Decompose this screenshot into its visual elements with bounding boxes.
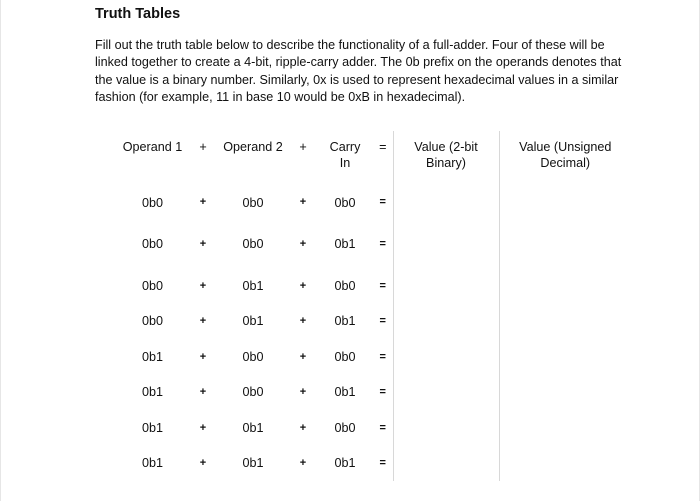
cell-plus: + [199, 315, 207, 328]
cell-operand-1: 0b0 [141, 196, 163, 210]
cell-value-binary[interactable] [393, 446, 499, 482]
header-value-decimal [499, 131, 631, 196]
table-row [116, 304, 631, 340]
truth-table [116, 131, 631, 481]
table-row [116, 446, 631, 482]
intro-line: Fill out the truth table below to describe the functionality of a full-adder. Four of these will be [95, 38, 605, 52]
cell-value-decimal[interactable] [499, 196, 631, 219]
table-row [116, 268, 631, 304]
cell-plus: + [299, 457, 307, 470]
table-row [116, 196, 631, 219]
cell-value-binary[interactable] [393, 304, 499, 340]
cell-plus: + [299, 350, 307, 363]
table-header-row [116, 131, 631, 196]
cell-carry-in: 0b1 [334, 236, 356, 251]
header-operand-1: Operand 1 [122, 140, 183, 154]
cell-value-decimal[interactable] [499, 339, 631, 375]
intro-line: fashion (for example, 11 in base 10 would be 0xB in hexadecimal). [95, 90, 466, 105]
intro-line: linked together to create a 4-bit, ripple-carry adder. The 0b prefix on the operands denotes that [95, 55, 622, 70]
cell-plus: + [299, 237, 307, 250]
cell-equals: = [379, 196, 386, 208]
cell-plus: + [199, 196, 207, 208]
cell-carry-in: 0b0 [334, 278, 356, 293]
cell-operand-1: 0b0 [141, 278, 163, 293]
cell-equals: = [379, 386, 386, 399]
cell-value-binary[interactable] [393, 219, 499, 268]
cell-value-decimal[interactable] [499, 219, 631, 268]
cell-operand-1: 0b1 [141, 420, 163, 435]
cell-plus: + [199, 386, 207, 399]
cell-carry-in: 0b1 [334, 385, 356, 400]
cell-plus: + [299, 196, 307, 208]
cell-operand-1: 0b1 [141, 349, 163, 364]
section-title: Truth Tables [95, 6, 181, 22]
cell-carry-in: 0b0 [334, 196, 356, 210]
cell-equals: = [379, 421, 386, 434]
cell-operand-2: 0b0 [242, 349, 264, 364]
cell-plus: + [299, 315, 307, 328]
cell-equals: = [379, 350, 386, 363]
cell-value-binary[interactable] [393, 410, 499, 446]
cell-plus: + [199, 237, 207, 250]
header-plus-1-label: + [199, 140, 207, 154]
cell-value-binary[interactable] [393, 268, 499, 304]
header-equals-label: = [379, 140, 387, 154]
cell-operand-2: 0b1 [242, 456, 264, 471]
cell-carry-in: 0b0 [334, 420, 356, 435]
cell-operand-2: 0b0 [242, 236, 264, 251]
cell-value-decimal[interactable] [499, 268, 631, 304]
cell-carry-in: 0b1 [334, 456, 356, 471]
header-carry-in [317, 131, 373, 196]
cell-plus: + [299, 279, 307, 292]
cell-operand-2: 0b1 [242, 314, 264, 329]
cell-operand-1: 0b0 [141, 314, 163, 329]
header-value-decimal-line1: Value (Unsigned [519, 140, 612, 154]
cell-operand-2: 0b0 [242, 385, 264, 400]
intro-line: the value is a binary number. Similarly, 0x is used to represent hexadecimal values in a similar [95, 72, 619, 87]
cell-value-binary[interactable] [393, 375, 499, 411]
cell-operand-1: 0b1 [141, 456, 163, 471]
cell-plus: + [199, 350, 207, 363]
header-plus-2-label: + [299, 140, 307, 154]
header-plus-2 [289, 131, 317, 196]
cell-equals: = [379, 237, 386, 250]
cell-carry-in: 0b1 [334, 314, 356, 329]
header-value-binary-line2: Binary) [426, 156, 466, 170]
cell-operand-1: 0b0 [141, 236, 163, 251]
cell-value-binary[interactable] [393, 339, 499, 375]
cell-plus: + [299, 386, 307, 399]
cell-value-decimal[interactable] [499, 375, 631, 411]
cell-carry-in: 0b0 [334, 349, 356, 364]
table-row [116, 375, 631, 411]
header-operand-2: Operand 2 [223, 140, 283, 154]
header-plus-1 [189, 131, 217, 196]
cell-equals: = [379, 315, 386, 328]
table-row [116, 219, 631, 268]
cell-plus: + [199, 421, 207, 434]
cell-plus: + [199, 457, 207, 470]
header-carry-in-line1: Carry [329, 140, 361, 154]
header-value-decimal-line2: Decimal) [540, 156, 591, 170]
table-row [116, 410, 631, 446]
cell-value-decimal[interactable] [499, 304, 631, 340]
cell-value-decimal[interactable] [499, 410, 631, 446]
header-carry-in-line2: In [339, 156, 351, 170]
cell-plus: + [299, 421, 307, 434]
table-row [116, 339, 631, 375]
cell-operand-1: 0b1 [141, 385, 163, 400]
cell-equals: = [379, 279, 386, 292]
cell-value-binary[interactable] [393, 196, 499, 219]
cell-equals: = [379, 457, 386, 470]
header-equals [373, 131, 393, 196]
cell-operand-2: 0b1 [242, 278, 264, 293]
intro-paragraph [95, 37, 655, 107]
cell-plus: + [199, 279, 207, 292]
cell-operand-2: 0b1 [242, 420, 264, 435]
header-value-binary [393, 131, 499, 196]
cell-operand-2: 0b0 [242, 196, 264, 210]
header-value-binary-line1: Value (2-bit [414, 140, 478, 154]
cell-value-decimal[interactable] [499, 446, 631, 482]
